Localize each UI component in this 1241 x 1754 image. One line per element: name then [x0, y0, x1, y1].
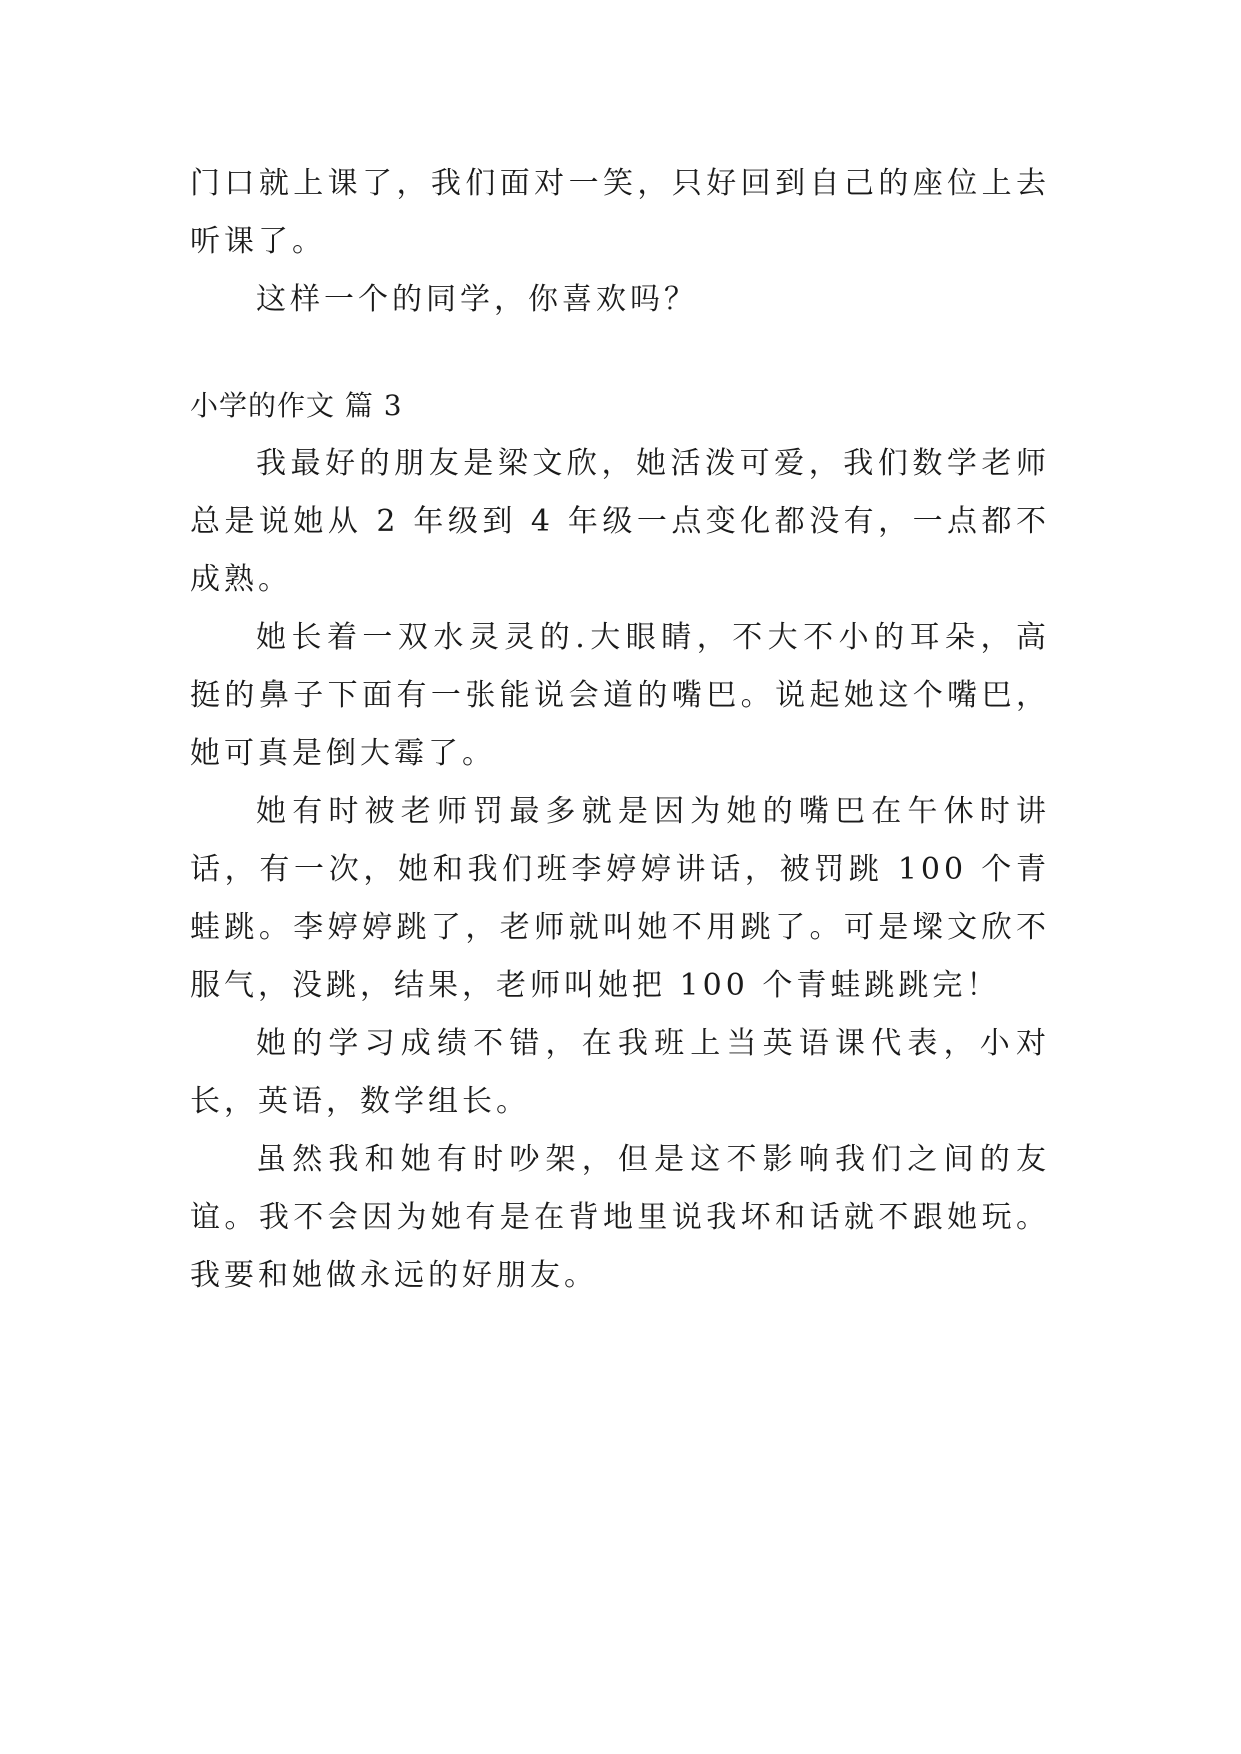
continued-paragraph: 门口就上课了，我们面对一笑，只好回到自己的座位上去听课了。 — [190, 166, 1050, 259]
paragraph-1: 我最好的朋友是梁文欣，她活泼可爱，我们数学老师总是说她从 2 年级到 4 年级一点变化都没有，一点都不成熟。 — [190, 446, 1050, 597]
paragraph-5: 虽然我和她有时吵架，但是这不影响我们之间的友谊。我不会因为她有是在背地里说我坏和话就不跟她玩。我要和她做永远的好朋友。 — [190, 1142, 1050, 1293]
closing-question-paragraph: 这样一个的同学，你喜欢吗？ — [256, 282, 698, 317]
document-body — [190, 155, 1050, 1305]
paragraph-2: 她长着一双水灵灵的.大眼睛，不大不小的耳朵，高挺的鼻子下面有一张能说会道的嘴巴。说起她这个嘴巴，她可真是倒大霉了。 — [190, 620, 1050, 771]
paragraph-4: 她的学习成绩不错，在我班上当英语课代表，小对长，英语，数学组长。 — [190, 1026, 1050, 1119]
section-title: 小学的作文 篇 3 — [190, 389, 403, 422]
paragraph-3: 她有时被老师罚最多就是因为她的嘴巴在午休时讲话，有一次，她和我们班李婷婷讲话，被罚跳 100 个青蛙跳。李婷婷跳了，老师就叫她不用跳了。可是墚文欣不服气，没跳，结果，老师叫她把 100 个青蛙跳跳完！ — [190, 794, 1050, 1003]
